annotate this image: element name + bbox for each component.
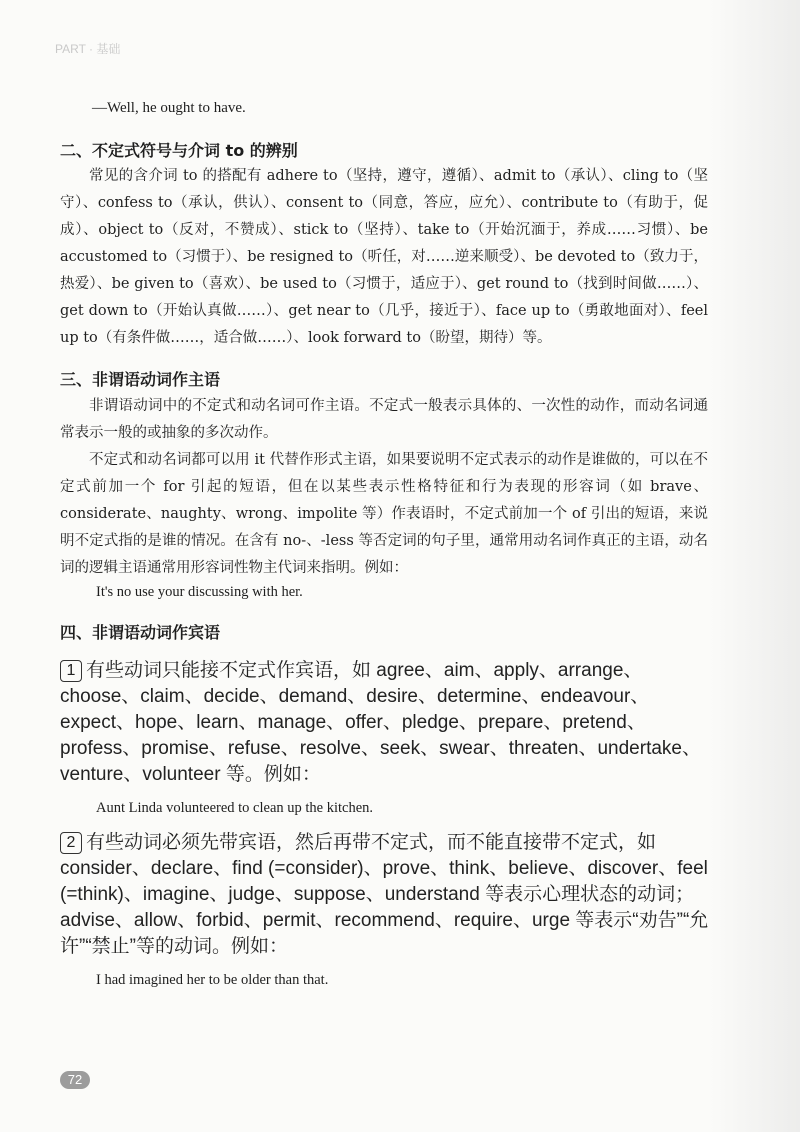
section4-heading: 四、非谓语动词作宾语 xyxy=(60,623,221,642)
item2-example: I had imagined her to be older than that. xyxy=(96,972,329,988)
running-header: PART · 基础 xyxy=(55,42,121,56)
item-number-badge: 1 xyxy=(60,660,82,682)
section2-heading: 二、不定式符号与介词 to 的辨别 xyxy=(60,141,298,160)
section3-paragraph1: 非谓语动词中的不定式和动名词可作主语。不定式一般表示具体的、一次性的动作，而动名词通常表示一般的或抽象的多次动作。 xyxy=(60,398,708,441)
item1-example: Aunt Linda volunteered to clean up the kitchen. xyxy=(96,800,374,816)
item-number-badge: 2 xyxy=(60,832,82,854)
dialogue-quote: —Well, he ought to have. xyxy=(92,100,246,116)
section2-paragraph: 常见的含介词 to 的搭配有 adhere to（坚持，遵守，遵循）、admit to（承认）、cling to（坚守）、confess to（承认，供认）、consent to（同意，答应，应允）、contribute to（有助于，促成）、object to（反对，不赞成）、stick to（坚持）、take to（开始沉湎于，养成……习惯）、be accustomed to（习惯于）、be resigned to（听任，对……逆来顺受）、be devoted to（致力于，热爱）、be given to（喜欢）、be used to（习惯于，适应于）、get round to（找到时间做……）、get down to（开始认真做……）、get near to（几乎，接近于）、face up to（勇敢地面对）、feel up to（有条件做……，适合做……）、look forward to（盼望，期待）等。 xyxy=(60,168,708,346)
list-item-2 xyxy=(60,830,710,960)
list-item-1 xyxy=(60,658,710,788)
list-item-1-text: 有些动词只能接不定式作宾语，如 agree、aim、apply、arrange、choose、claim、decide、demand、desire、determine、endeavour、expect、hope、learn、manage、offer、pledge、prepare、pretend、profess、promise、refuse、resolve、seek、swear、threaten、undertake、venture、volunteer 等。例如： xyxy=(60,660,701,785)
section3-example: It's no use your discussing with her. xyxy=(96,584,303,600)
section3-paragraph2: 不定式和动名词都可以用 it 代替作形式主语，如果要说明不定式表示的动作是谁做的，可以在不定式前加一个 for 引起的短语，但在以某些表示性格特征和行为表现的形容词（如 brave、considerate、naughty、wrong、impolite 等）作表语时，不定式前加一个 of 引出的短语，来说明不定式指的是谁的情况。在含有 no-、-less 等否定词的句子里，通常用动名词作真正的主语，动名词的逻辑主语通常用形容词性物主代词来指明。例如： xyxy=(60,452,708,576)
page-number: 72 xyxy=(60,1071,90,1089)
list-item-2-text: 有些动词必须先带宾语，然后再带不定式，而不能直接带不定式，如 consider、declare、find (=consider)、prove、think、believe、discover、feel (=think)、imagine、judge、suppose、understand 等表示心理状态的动词；advise、allow、forbid、permit、recommend、require、urge 等表示“劝告”“允许”“禁止”等的动词。例如： xyxy=(60,832,709,957)
book-spine-shadow xyxy=(710,0,800,1132)
section3-heading: 三、非谓语动词作主语 xyxy=(60,370,221,389)
